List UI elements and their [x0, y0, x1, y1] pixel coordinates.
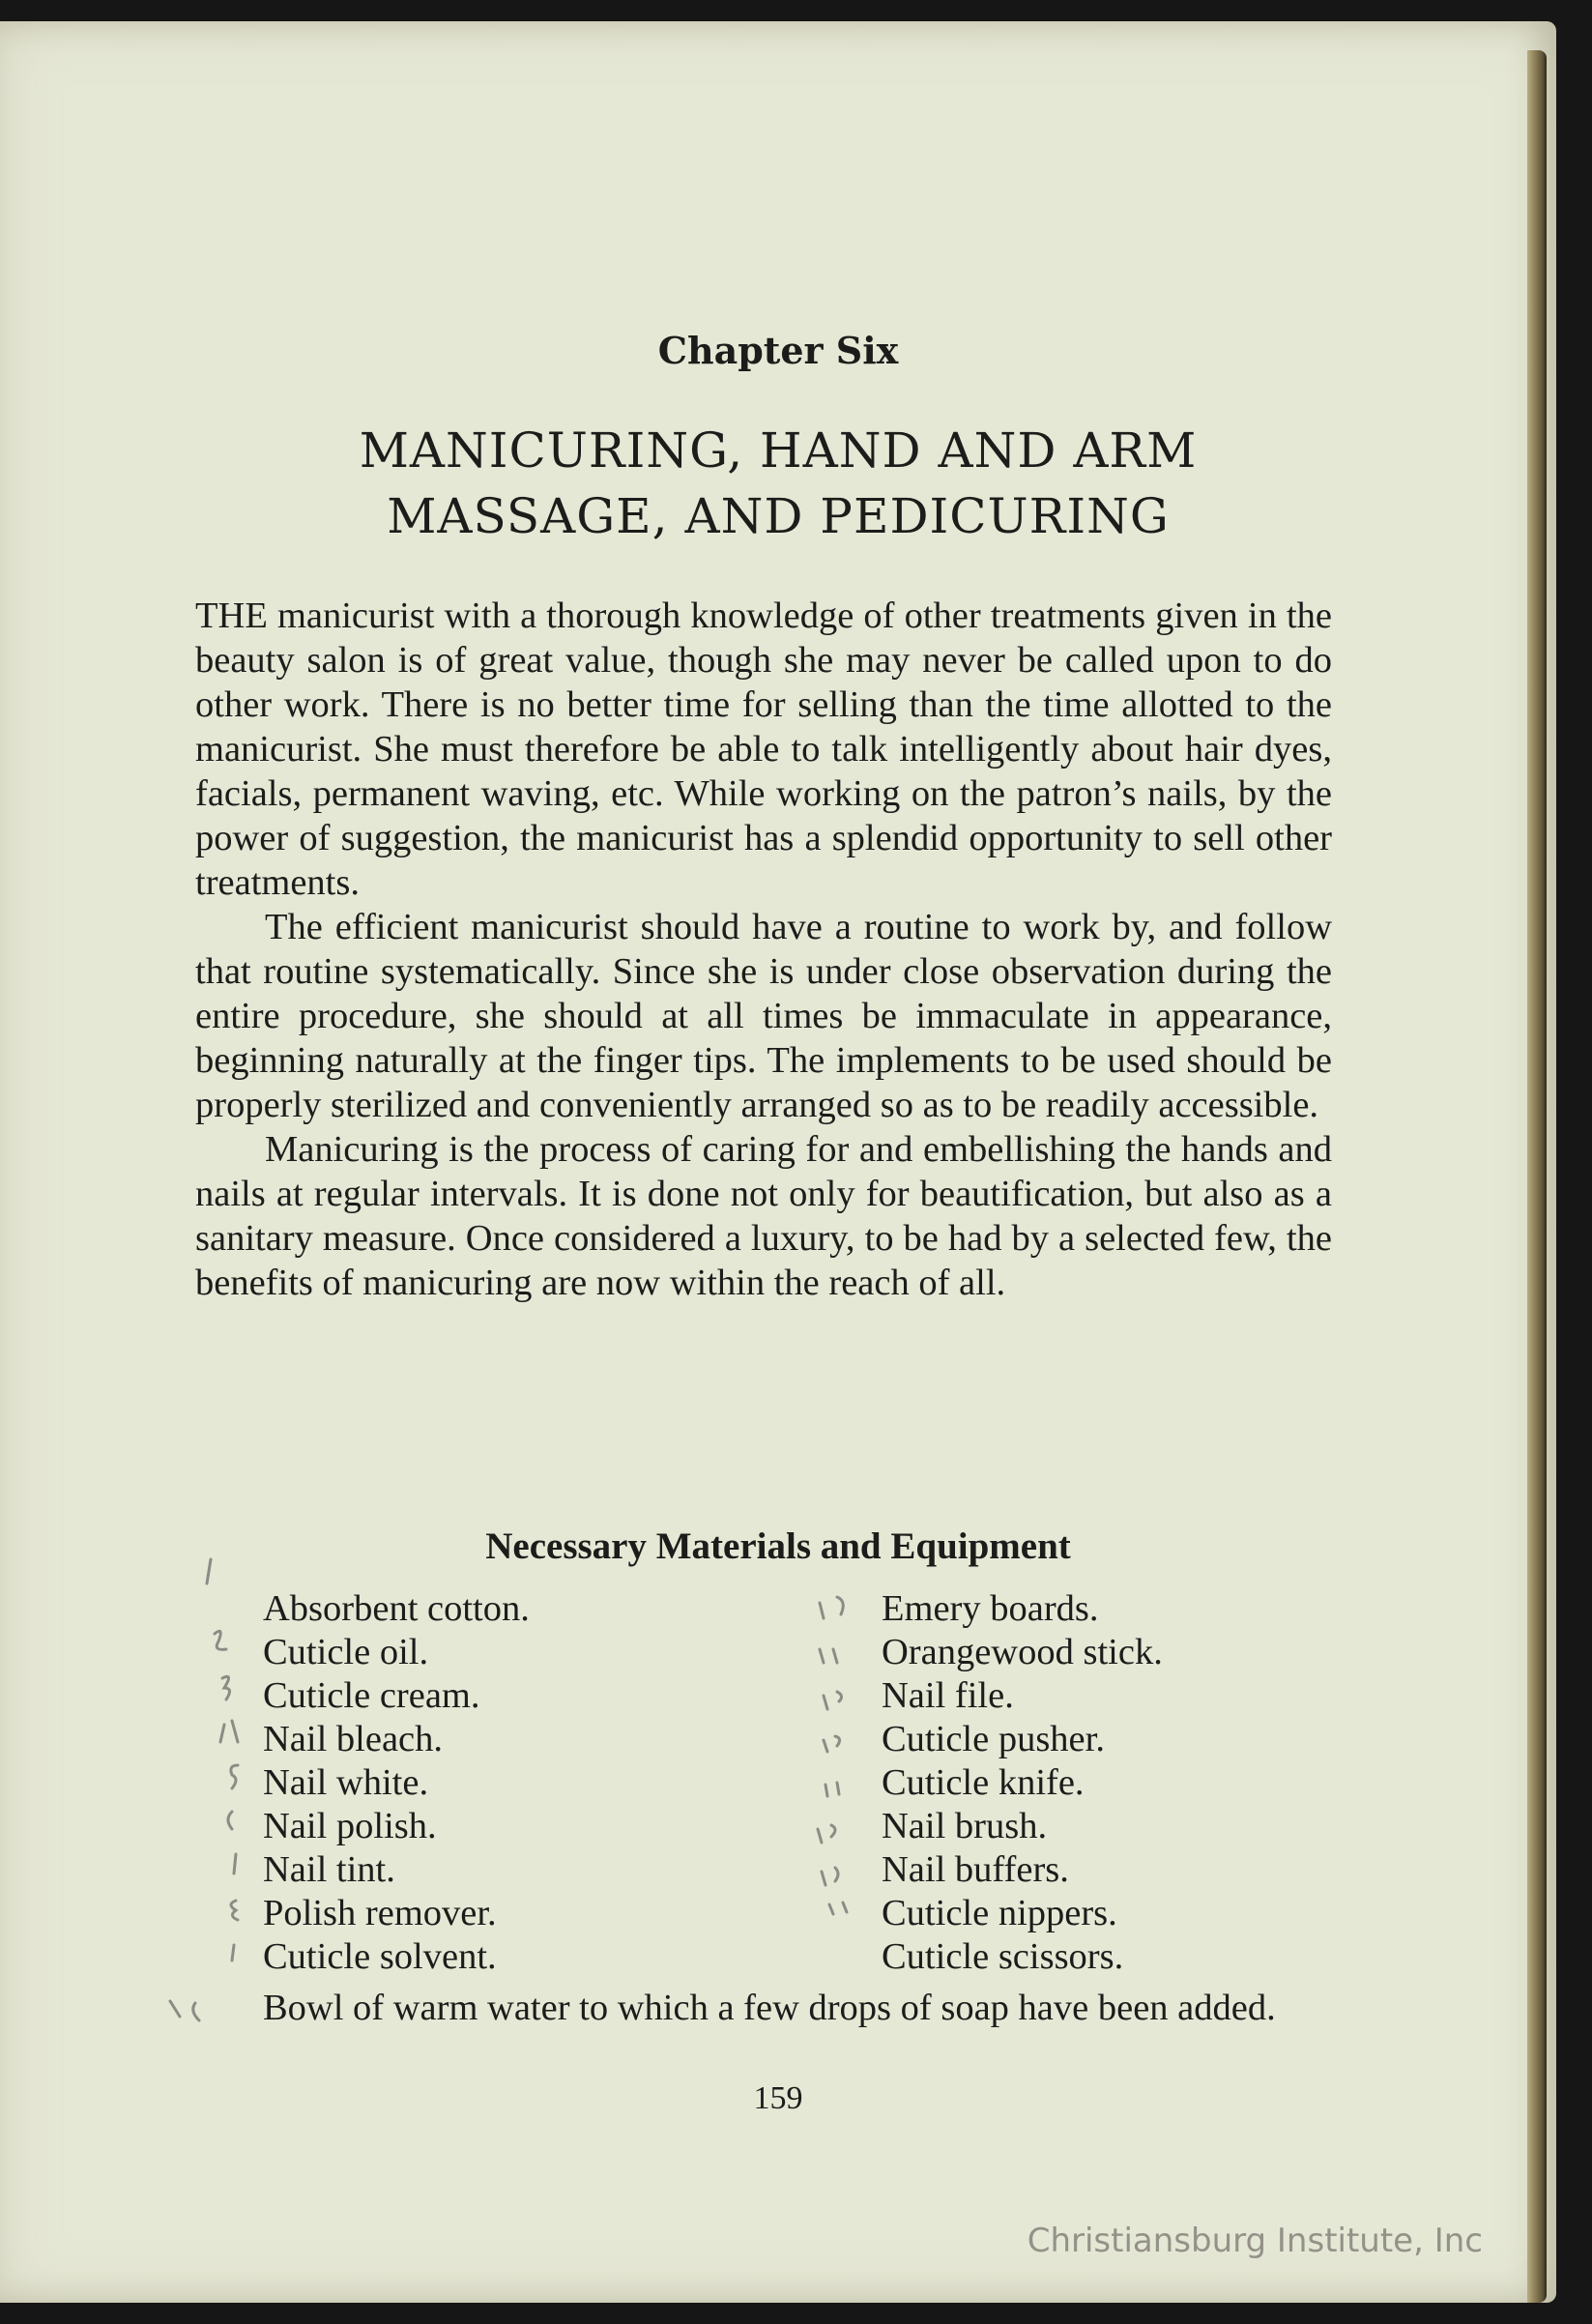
list-item: Cuticle knife. [882, 1762, 1085, 1803]
list-item: Nail file. [882, 1675, 1014, 1716]
paragraph-1: THE manicurist with a thorough knowledge of other treatments given in the beauty salon is of great value, though she may never be called upon to do other work. There is no better time for selling than the time allotted to the manicurist. She must therefore be able to talk intelligently about hair dyes, facials, permanent waving, etc. While working on the patron’s nails, by the power of suggestion, the manicurist has a splendid opportunity to sell other treatments. [195, 596, 1332, 903]
pencil-mark [231, 1901, 238, 1920]
list-item: Nail buffers. [882, 1849, 1069, 1890]
list-item: Orangewood stick. [882, 1632, 1163, 1672]
pencil-mark [824, 1736, 840, 1752]
pencil-mark [825, 1783, 839, 1796]
list-item: Absorbent cotton. [263, 1588, 530, 1629]
pencil-mark [820, 1597, 843, 1618]
chapter-title-line-2: MASSAGE, AND PEDICURING [387, 488, 1170, 544]
pencil-mark [822, 1868, 838, 1885]
pencil-mark [215, 1631, 226, 1649]
pencil-mark [228, 1812, 232, 1829]
list-item: Polish remover. [263, 1893, 497, 1933]
pencil-mark [829, 1903, 847, 1914]
pencil-mark [231, 1765, 238, 1788]
list-item: Nail brush. [882, 1806, 1048, 1846]
pencil-mark [824, 1692, 842, 1709]
chapter-title [0, 418, 1556, 549]
list-item: Nail white. [263, 1762, 429, 1803]
chapter-title-line-1: MANICURING, HAND AND ARM [359, 422, 1198, 479]
paragraph-3: Manicuring is the process of caring for and embellishing the hands and nails at regular intervals. It is done not only for beautification, but also as a sanitary measure. Once considered a luxury, to be had by a selected few, the benefits of manicuring are now within the reach of all. [195, 1129, 1332, 1303]
pencil-mark [220, 1721, 238, 1742]
pencil-mark [820, 1649, 837, 1663]
list-item: Cuticle nippers. [882, 1893, 1117, 1933]
list-item: Cuticle scissors. [882, 1936, 1124, 1977]
body-text [195, 594, 1332, 1305]
materials-list-right [882, 1587, 1163, 1979]
list-item: Nail polish. [263, 1806, 437, 1846]
materials-list-left [263, 1587, 530, 1979]
pencil-mark [234, 1854, 236, 1874]
chapter-label: Chapter Six [657, 329, 899, 372]
materials-last-item: Bowl of warm water to which a few drops of soap have been added. [263, 1988, 1276, 2028]
section-heading: Necessary Materials and Equipment [485, 1525, 1071, 1567]
paragraph-2: The efficient manicurist should have a routine to work by, and follow that routine systematically. Since she is under close observation during the entire procedure, she should at all times be immaculate in appearance, beginning naturally at the finger tips. The implements to be used should be properly sterilized and conveniently arranged so as to be readily accessible. [195, 907, 1332, 1125]
list-item: Cuticle oil. [263, 1632, 429, 1672]
list-item: Cuticle cream. [263, 1675, 480, 1716]
list-item: Nail tint. [263, 1849, 395, 1890]
list-item: Cuticle pusher. [882, 1719, 1105, 1759]
book-page-edge [1527, 50, 1547, 2303]
watermark: Christiansburg Institute, Inc [1027, 2222, 1483, 2260]
pencil-mark [222, 1676, 230, 1699]
page-number: 159 [753, 2080, 803, 2116]
pencil-mark [818, 1825, 835, 1843]
list-item: Nail bleach. [263, 1719, 443, 1759]
pencil-mark [232, 1945, 234, 1961]
book-page [0, 21, 1556, 2303]
list-item: Emery boards. [882, 1588, 1099, 1629]
list-item: Cuticle solvent. [263, 1936, 497, 1977]
